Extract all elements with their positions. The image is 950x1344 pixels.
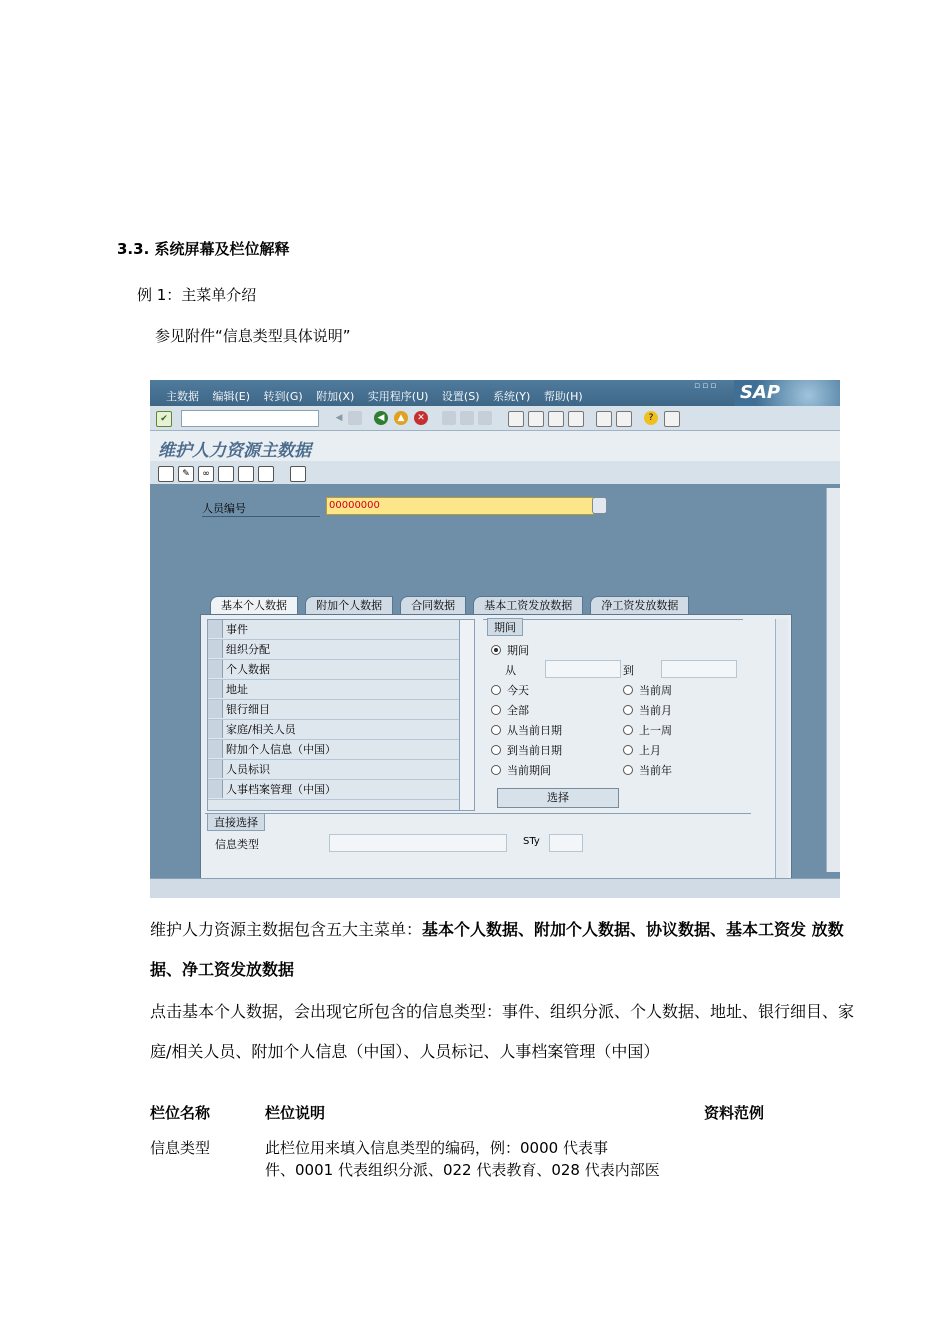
table-cell-name: 信息类型 <box>150 1139 211 1157</box>
radio-current-week[interactable]: 当前周 <box>623 682 672 698</box>
tab-additional-personal[interactable]: 附加个人数据 <box>305 596 393 615</box>
sap-menubar <box>150 380 840 406</box>
window-controls[interactable]: ▫▫▫ <box>694 381 719 391</box>
table-cell-desc-1: 此栏位用来填入信息类型的编码，例：0000 代表事 <box>265 1139 608 1157</box>
menu-item-system[interactable]: 系统(Y) <box>493 390 531 403</box>
menu-item-settings[interactable]: 设置(S) <box>441 390 480 403</box>
list-item[interactable]: 地址 <box>208 680 474 700</box>
sap-logo-text: SAP <box>740 382 781 403</box>
list-item[interactable]: 银行细目 <box>208 700 474 720</box>
select-button[interactable]: 选择 <box>497 788 619 808</box>
radio-last-week[interactable]: 上一周 <box>623 722 672 738</box>
reference-note: 参见附件“信息类型具体说明” <box>155 327 351 345</box>
layout-menu-icon[interactable] <box>664 411 680 427</box>
radio-all[interactable]: 全部 <box>491 702 529 718</box>
tab-panel <box>200 614 792 892</box>
direct-selection-title: 直接选择 <box>207 813 265 831</box>
list-item[interactable]: 组织分配 <box>208 640 474 660</box>
overview-icon[interactable] <box>290 466 306 482</box>
paragraph-infotypes: 点击基本个人数据，会出现它所包含的信息类型：事件、组织分派、个人数据、地址、银行细目、家庭/相关人员、附加个人信息（中国）、人员标记、人事档案管理（中国） <box>150 1002 855 1061</box>
exit-icon[interactable]: ▲ <box>394 411 408 425</box>
table-header-example: 资料范例 <box>704 1104 765 1122</box>
panel-scrollbar[interactable] <box>775 619 788 887</box>
table-cell-desc-2: 件、0001 代表组织分派、022 代表教育、028 代表内部医 <box>265 1161 660 1179</box>
menu-item-utilities[interactable]: 实用程序(U) <box>367 390 429 403</box>
last-page-icon[interactable] <box>568 411 584 427</box>
list-item[interactable]: 个人数据 <box>208 660 474 680</box>
list-item[interactable]: 附加个人信息（中国） <box>208 740 474 760</box>
find-next-icon[interactable] <box>478 411 492 425</box>
find-icon[interactable] <box>460 411 474 425</box>
next-page-icon[interactable] <box>548 411 564 427</box>
infotype-field[interactable] <box>329 834 507 852</box>
list-item[interactable]: 人事档案管理（中国） <box>208 780 474 800</box>
menu-item-goto[interactable]: 转到(G) <box>263 390 303 403</box>
application-toolbar <box>150 461 840 485</box>
list-item[interactable]: 家庭/相关人员 <box>208 720 474 740</box>
change-icon[interactable]: ✎ <box>178 466 194 482</box>
tab-basic-personal[interactable]: 基本个人数据 <box>210 596 298 615</box>
radio-period[interactable]: 期间 <box>491 642 529 658</box>
sap-menu <box>166 388 593 404</box>
tab-strip <box>210 594 691 616</box>
menu-item-master-data[interactable]: 主数据 <box>166 390 199 403</box>
radio-current-year[interactable]: 当前年 <box>623 762 672 778</box>
section-heading: 3.3. 系统屏幕及栏位解释 <box>117 240 290 258</box>
from-date-field[interactable] <box>545 660 621 678</box>
employee-number-label: 人员编号 <box>202 500 320 517</box>
screen-title-bar <box>150 431 840 461</box>
save-icon[interactable] <box>348 411 362 425</box>
cancel-icon[interactable]: ✕ <box>414 411 428 425</box>
display-icon[interactable]: ∞ <box>198 466 214 482</box>
tab-contract[interactable]: 合同数据 <box>400 596 466 615</box>
command-field[interactable] <box>181 410 319 427</box>
sap-screenshot <box>150 380 840 898</box>
list-item[interactable]: 事件 <box>208 620 474 640</box>
to-label: 到 <box>623 664 634 677</box>
sap-logo <box>734 380 840 406</box>
to-date-field[interactable] <box>661 660 737 678</box>
delete-icon[interactable] <box>258 466 274 482</box>
new-session-icon[interactable] <box>596 411 612 427</box>
employee-number-field[interactable]: 00000000 <box>326 497 594 515</box>
employee-search-button[interactable] <box>592 497 607 514</box>
radio-to-current[interactable]: 到当前日期 <box>491 742 562 758</box>
create-icon[interactable] <box>158 466 174 482</box>
menu-item-help[interactable]: 帮助(H) <box>543 390 583 403</box>
screen-title: 维护人力资源主数据 <box>158 441 311 461</box>
first-page-icon[interactable] <box>508 411 524 427</box>
radio-current-period[interactable]: 当前期间 <box>491 762 551 778</box>
infotype-list <box>207 619 475 811</box>
tab-basic-payroll[interactable]: 基本工资发放数据 <box>473 596 583 615</box>
enter-icon[interactable]: ✔ <box>156 411 172 427</box>
list-item[interactable]: 人员标识 <box>208 760 474 780</box>
infotype-label: 信息类型 <box>215 838 259 851</box>
print-icon[interactable] <box>442 411 456 425</box>
shortcut-icon[interactable] <box>616 411 632 427</box>
radio-last-month[interactable]: 上月 <box>623 742 661 758</box>
table-header-desc: 栏位说明 <box>265 1104 326 1122</box>
standard-toolbar <box>150 406 840 431</box>
menu-item-edit[interactable]: 编辑(E) <box>212 390 251 403</box>
period-group-title: 期间 <box>487 618 523 636</box>
menu-item-extras[interactable]: 附加(X) <box>316 390 355 403</box>
help-icon[interactable]: ? <box>644 411 658 425</box>
radio-from-current[interactable]: 从当前日期 <box>491 722 562 738</box>
subtype-label: STy <box>523 836 540 847</box>
horizontal-scrollbar[interactable] <box>150 878 840 898</box>
tab-net-payroll[interactable]: 净工资发放数据 <box>590 596 689 615</box>
back-icon[interactable]: ◀ <box>374 411 388 425</box>
back-arrow-icon[interactable]: ◀ <box>335 413 343 423</box>
previous-page-icon[interactable] <box>528 411 544 427</box>
main-area <box>150 484 840 898</box>
subtype-field[interactable] <box>549 834 583 852</box>
radio-current-month[interactable]: 当前月 <box>623 702 672 718</box>
table-header-name: 栏位名称 <box>150 1104 211 1122</box>
from-label: 从 <box>505 664 516 677</box>
example-title: 例 1：主菜单介绍 <box>137 286 257 304</box>
radio-today[interactable]: 今天 <box>491 682 529 698</box>
paragraph-menus: 维护人力资源主数据包含五大主菜单：基本个人数据、附加个人数据、协议数据、基本工资发 放数据、净工资发放数据 <box>150 920 844 979</box>
delimit-icon[interactable] <box>238 466 254 482</box>
main-vertical-scrollbar[interactable] <box>826 488 840 872</box>
copy-icon[interactable] <box>218 466 234 482</box>
list-scrollbar[interactable] <box>459 620 474 810</box>
period-group <box>483 619 743 804</box>
